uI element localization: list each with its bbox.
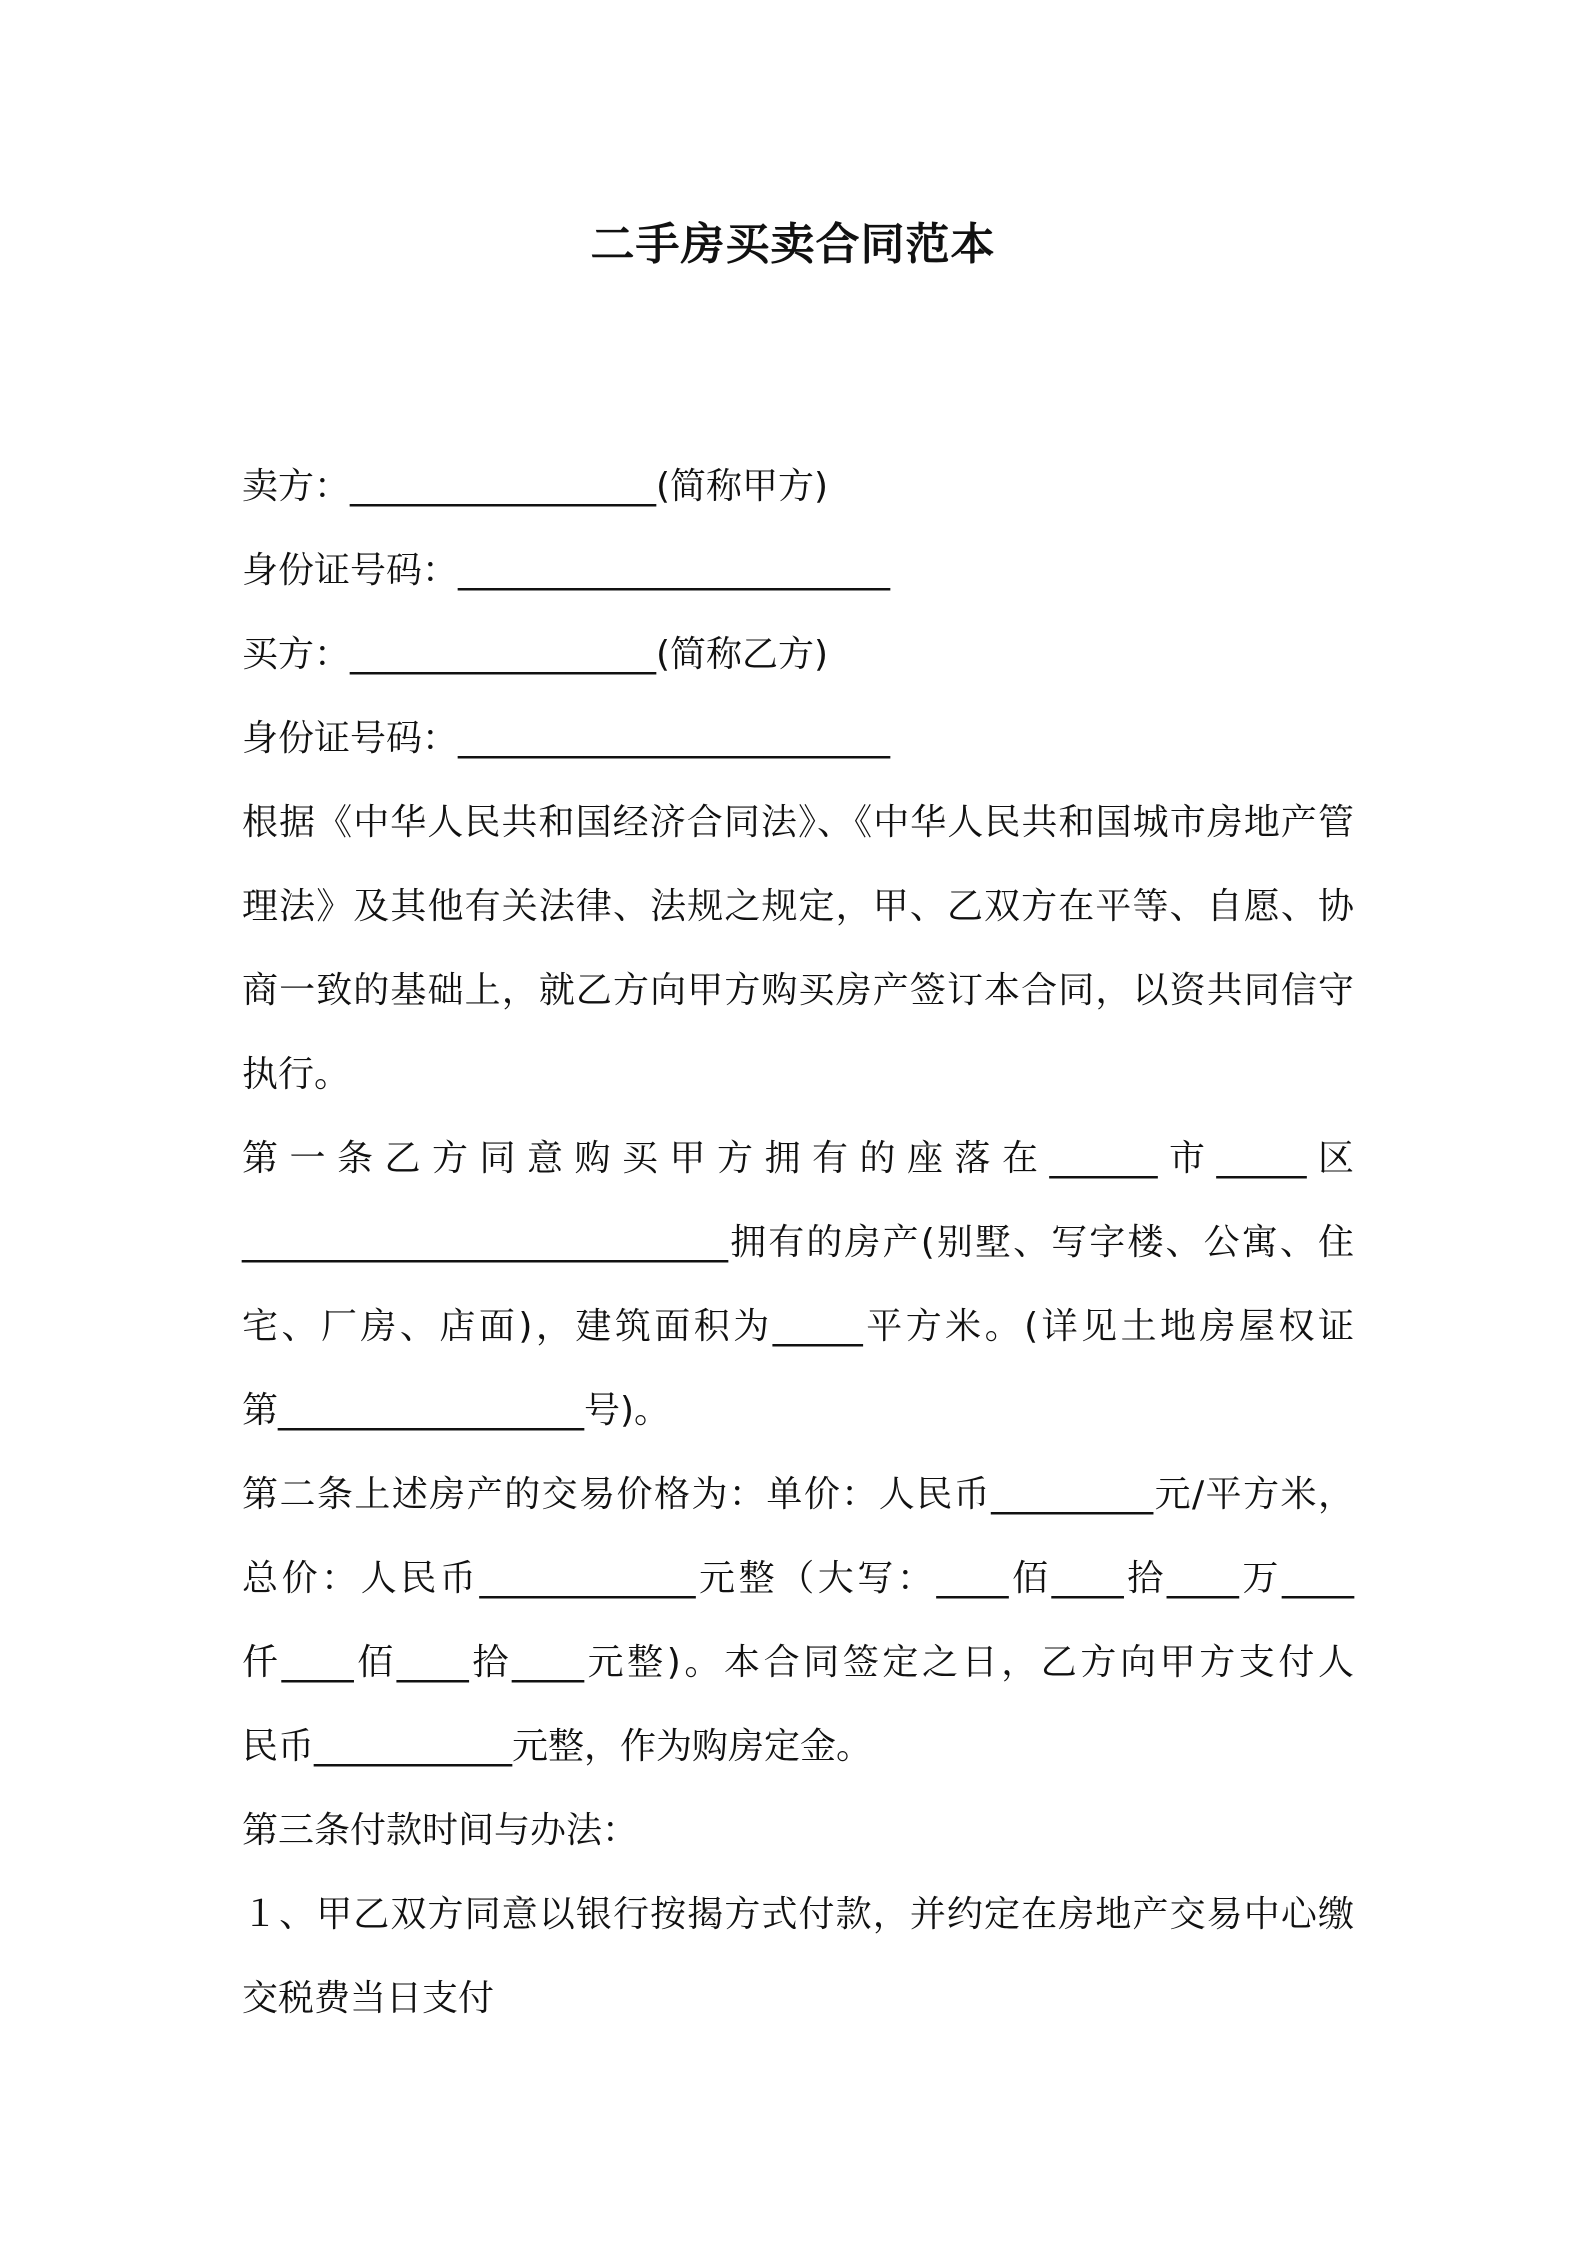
article1-line-2: ___________________________拥有的房产(别墅、写字楼、公寓、住 (242, 1222, 1354, 1263)
article1-line-1: 第一条乙方同意购买甲方拥有的座落在______市_____区 (242, 1138, 1354, 1179)
article2-line-2: 总价：人民币____________元整（大写：____佰____拾____万____ (242, 1558, 1354, 1599)
article1-line-4: 第_________________号)。 (242, 1390, 671, 1431)
seller-line: 卖方：_________________(简称甲方) (242, 466, 829, 507)
article3-item1-line-1: １、甲乙双方同意以银行按揭方式付款，并约定在房地产交易中心缴 (242, 1894, 1354, 1935)
article2-line-1: 第二条上述房产的交易价格为：单价：人民币_________元/平方米， (242, 1474, 1354, 1515)
buyer-id-line: 身份证号码：________________________ (242, 718, 891, 759)
contract-body (242, 445, 1354, 2041)
buyer-line: 买方：_________________(简称乙方) (242, 634, 829, 675)
document-title: 二手房买卖合同范本 (590, 219, 996, 270)
preamble-line-4: 执行。 (242, 1054, 351, 1095)
preamble-line-1: 根据《中华人民共和国经济合同法》、《中华人民共和国城市房地产管 (242, 802, 1354, 843)
preamble-line-2: 理法》及其他有关法律、法规之规定，甲、乙双方在平等、自愿、协 (242, 886, 1354, 927)
preamble-line-3: 商一致的基础上，就乙方向甲方购买房产签订本合同，以资共同信守 (242, 970, 1354, 1011)
article3-item1-line-2: 交税费当日支付 (242, 1978, 495, 2019)
article2-line-3: 仟____佰____拾____元整)。本合同签定之日，乙方向甲方支付人 (242, 1642, 1354, 1683)
article1-line-3: 宅、厂房、店面)，建筑面积为_____平方米。(详见土地房屋权证 (242, 1306, 1354, 1347)
seller-id-line: 身份证号码：________________________ (242, 550, 891, 591)
article3-heading: 第三条付款时间与办法： (242, 1810, 639, 1851)
article2-line-4: 民币___________元整，作为购房定金。 (242, 1726, 873, 1767)
